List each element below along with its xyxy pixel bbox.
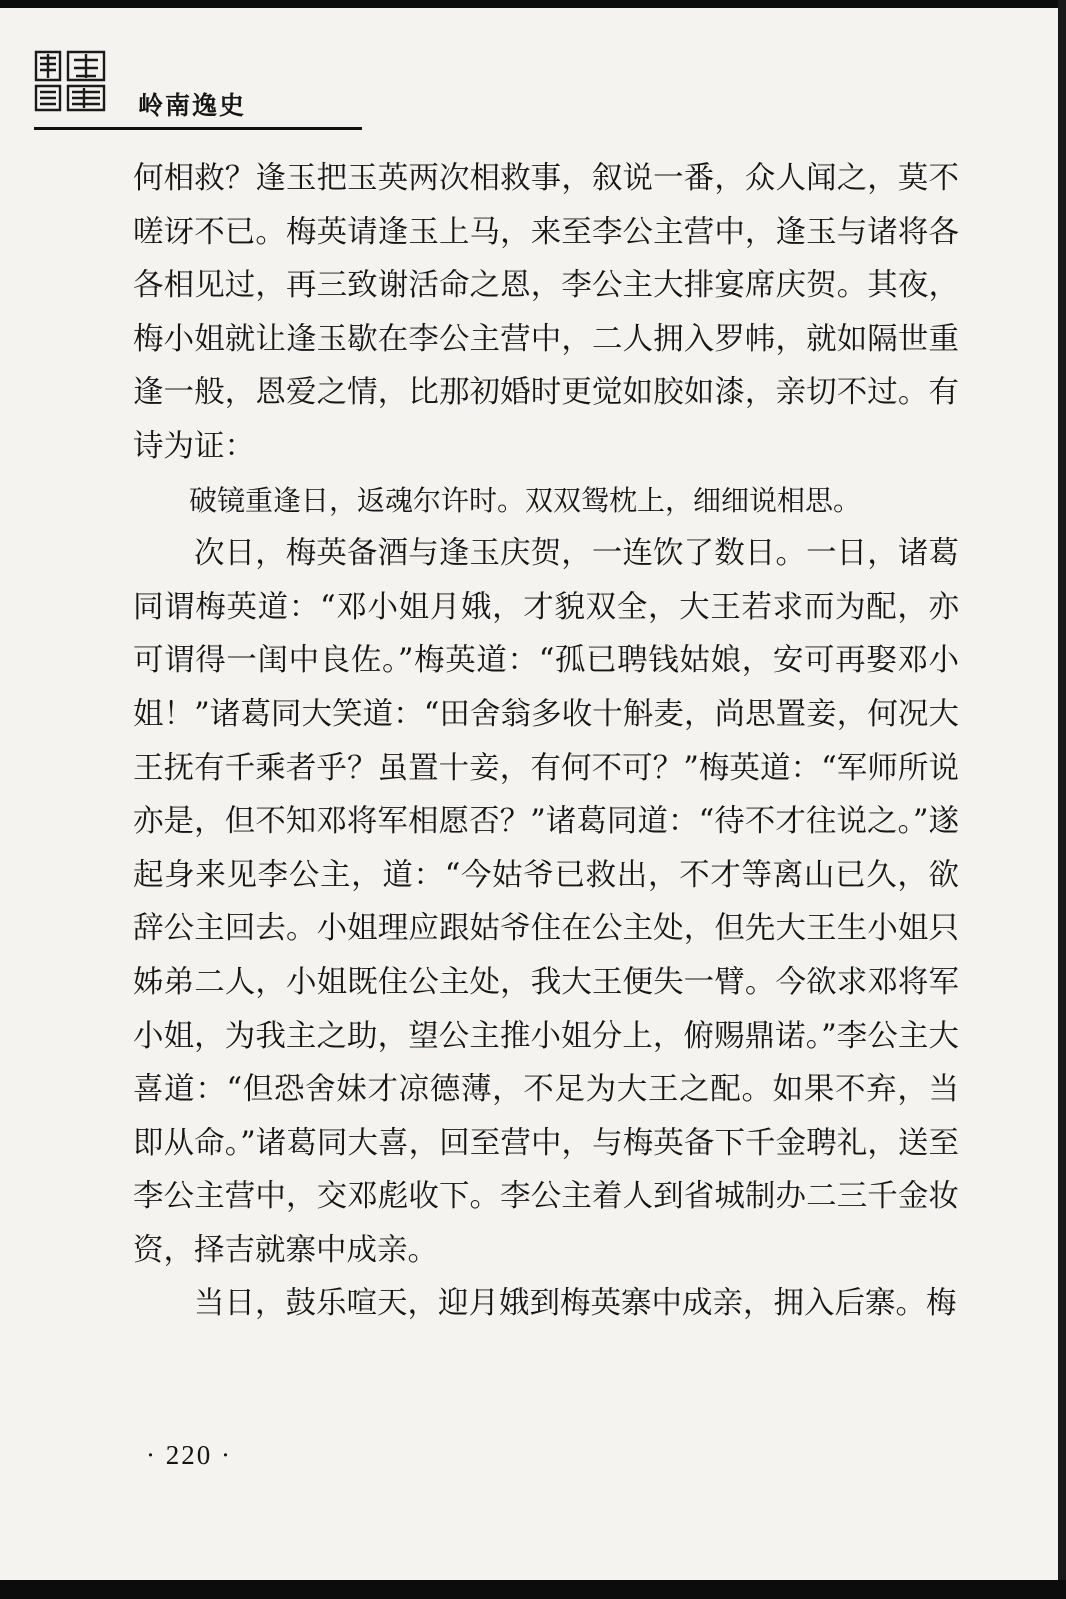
page-number: · 220 · xyxy=(146,1440,232,1470)
seal-stamp-icon xyxy=(32,48,108,114)
header-rule xyxy=(34,127,362,130)
body-text xyxy=(133,152,959,1331)
scan-edge-bottom xyxy=(0,1580,1066,1599)
poem-line: 破镜重逢日，返魂尔许时。双双鸳枕上，细细说相思。 xyxy=(189,483,862,517)
paragraph: 当日，鼓乐喧天，迎月娥到梅英寨中成亲，拥入后寨。梅 xyxy=(194,1286,957,1322)
scan-edge-top xyxy=(0,0,1066,8)
paragraph: 次日，梅英备酒与逢玉庆贺，一连饮了数日。一日，诸葛同谓梅英道：“邓小姐月娥，才貌双全，大王若求而为配，亦可谓得一闺中良佐。”梅英道：“孤已聘钱姑娘，安可再娶邓小姐！”诸葛同大笑道：“田舍翁多收十斛麦，尚思置妾，何况大王抚有千乘者乎？虽置十妾，有何不可？”梅英道：“军师所说亦是，但不知邓将军相愿否？”诸葛同道：“待不才往说之。”遂起身来见李公主，道：“今姑爷已救出，不才等离山已久，欲辞公主回去。小姐理应跟姑爷住在公主处，但先大王生小姐只姊弟二人，小姐既住公主处，我大王便失一臂。今欲求邓将军小姐，为我主之助，望公主推小姐分上，俯赐鼎诺。”李公主大喜道：“但恐舍妹才凉德薄，不足为大王之配。如果不弃，当即从命。”诸葛同大喜，回至营中，与梅英备下千金聘礼，送至李公主营中，交邓彪收下。李公主着人到省城制办二三千金妆资，择吉就寨中成亲。 xyxy=(133,536,959,1268)
running-title: 岭南逸史 xyxy=(138,91,247,120)
scan-edge-right xyxy=(1058,0,1066,1599)
paragraph: 何相救？逢玉把玉英两次相救事，叙说一番，众人闻之，莫不嗟讶不已。梅英请逢玉上马，来至李公主营中，逢玉与诸将各各相见过，再三致谢活命之恩，李公主大排宴席庆贺。其夜，梅小姐就让逢玉歇在李公主营中，二人拥入罗帏，就如隔世重逢一般，恩爱之情，比那初婚时更觉如胶如漆，亲切不过。有诗为证： xyxy=(133,161,959,464)
